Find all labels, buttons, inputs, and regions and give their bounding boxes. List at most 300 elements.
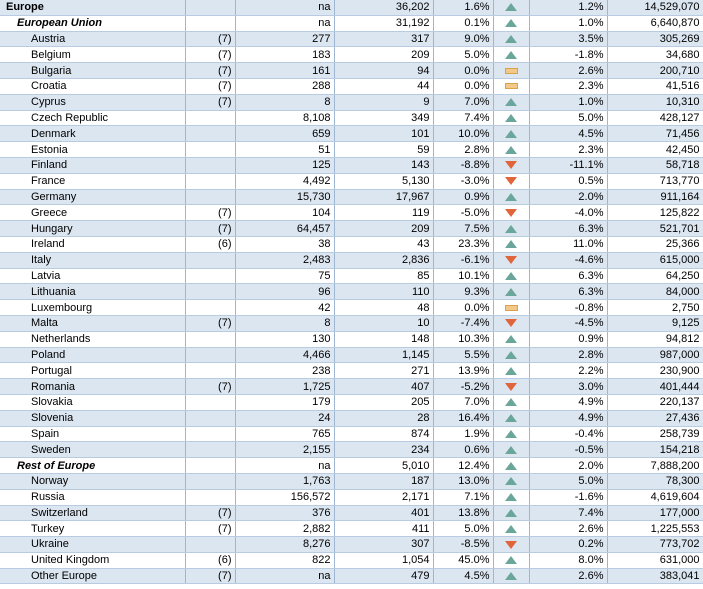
value-col-1-text: 64,457	[296, 222, 331, 235]
table-row	[0, 142, 703, 158]
table-row	[0, 568, 703, 584]
value-col-1	[235, 236, 334, 252]
value-col-1	[235, 458, 334, 474]
region-name-text: Latvia	[31, 269, 61, 282]
value-col-3	[607, 126, 703, 142]
pct-change-1-text: 7.4%	[464, 111, 490, 124]
value-col-2-text: 234	[411, 443, 430, 456]
pct-change-1	[433, 410, 493, 426]
value-col-2-text: 28	[417, 412, 430, 425]
value-col-2	[334, 173, 433, 189]
region-name	[0, 410, 185, 426]
trend-indicator	[493, 379, 529, 395]
value-col-2	[334, 331, 433, 347]
pct-change-1-text: 9.0%	[464, 32, 490, 45]
value-col-2	[334, 157, 433, 173]
value-col-2	[334, 410, 433, 426]
region-name-text: Greece	[31, 206, 68, 219]
value-col-2-text: 271	[411, 364, 430, 377]
value-col-1-text: 104	[312, 206, 331, 219]
value-col-2-text: 5,010	[401, 459, 430, 472]
pct-change-1	[433, 15, 493, 31]
value-col-2	[334, 268, 433, 284]
pct-change-2	[529, 0, 607, 15]
value-col-1-text: na	[318, 459, 331, 472]
value-col-2-text: 94	[417, 64, 430, 77]
value-col-2	[334, 63, 433, 79]
value-col-1	[235, 47, 334, 63]
table-row	[0, 189, 703, 205]
table-row	[0, 236, 703, 252]
region-name	[0, 331, 185, 347]
trend-indicator	[493, 347, 529, 363]
value-col-3-text: 177,000	[659, 506, 700, 519]
value-col-2-text: 43	[417, 238, 430, 251]
footnote-ref	[185, 489, 235, 505]
region-name	[0, 489, 185, 505]
triangle-up-icon	[505, 272, 517, 280]
value-col-1-text: 8	[324, 96, 331, 109]
value-col-1-text: 4,466	[302, 348, 331, 361]
pct-change-2-text: 1.0%	[578, 96, 604, 109]
footnote-ref	[185, 157, 235, 173]
value-col-1	[235, 31, 334, 47]
table-row	[0, 331, 703, 347]
value-col-2-text: 2,171	[401, 491, 430, 504]
value-col-1-text: 376	[312, 506, 331, 519]
footnote-ref	[185, 410, 235, 426]
value-col-1-text: 238	[312, 364, 331, 377]
trend-indicator	[493, 189, 529, 205]
value-col-2	[334, 426, 433, 442]
pct-change-1-text: 23.3%	[458, 238, 490, 251]
pct-change-1-text: 13.0%	[458, 475, 490, 488]
pct-change-1	[433, 394, 493, 410]
footnote-ref-text: (7)	[218, 80, 232, 93]
pct-change-2-text: -0.4%	[574, 427, 604, 440]
pct-change-1-text: 0.0%	[464, 64, 490, 77]
triangle-up-icon	[505, 35, 517, 43]
region-name-text: Czech Republic	[31, 111, 109, 124]
trend-indicator	[493, 505, 529, 521]
pct-change-2-text: 2.3%	[578, 143, 604, 156]
region-name-text: Slovakia	[31, 396, 73, 409]
pct-change-1-text: 0.9%	[464, 190, 490, 203]
value-col-3-text: 6,640,870	[650, 17, 700, 30]
pct-change-1-text: -8.5%	[460, 538, 490, 551]
trend-indicator	[493, 300, 529, 316]
region-name-text: Malta	[31, 317, 58, 330]
value-col-1	[235, 221, 334, 237]
footnote-ref	[185, 300, 235, 316]
value-col-3-text: 25,366	[665, 238, 700, 251]
pct-change-1	[433, 110, 493, 126]
value-col-1-text: 1,763	[302, 475, 331, 488]
value-col-1-text: na	[318, 570, 331, 583]
footnote-ref	[185, 442, 235, 458]
pct-change-2-text: 6.3%	[578, 269, 604, 282]
trend-indicator	[493, 331, 529, 347]
footnote-ref-text: (7)	[218, 380, 232, 393]
value-col-1-text: 130	[312, 333, 331, 346]
value-col-2	[334, 521, 433, 537]
value-col-1	[235, 315, 334, 331]
value-col-3	[607, 363, 703, 379]
region-name-text: Poland	[31, 348, 66, 361]
trend-indicator	[493, 284, 529, 300]
pct-change-2	[529, 426, 607, 442]
pct-change-1	[433, 489, 493, 505]
table-row	[0, 157, 703, 173]
value-col-1-text: 161	[312, 64, 331, 77]
pct-change-2	[529, 442, 607, 458]
value-col-3	[607, 505, 703, 521]
triangle-up-icon	[505, 430, 517, 438]
table-row	[0, 426, 703, 442]
region-name-text: Austria	[31, 32, 66, 45]
trend-indicator	[493, 363, 529, 379]
pct-change-2-text: 6.3%	[578, 285, 604, 298]
footnote-ref	[185, 78, 235, 94]
pct-change-1	[433, 315, 493, 331]
pct-change-2-text: 0.5%	[578, 175, 604, 188]
value-col-1	[235, 379, 334, 395]
table-row	[0, 63, 703, 79]
pct-change-1	[433, 300, 493, 316]
pct-change-2-text: -11.1%	[569, 159, 604, 172]
region-name-text: European Union	[17, 17, 102, 30]
pct-change-2-text: 4.9%	[578, 396, 604, 409]
triangle-up-icon	[505, 114, 517, 122]
region-name-text: Romania	[31, 380, 76, 393]
region-name	[0, 363, 185, 379]
value-col-3	[607, 268, 703, 284]
footnote-ref	[185, 236, 235, 252]
pct-change-2	[529, 221, 607, 237]
footnote-ref	[185, 331, 235, 347]
footnote-ref	[185, 568, 235, 584]
pct-change-1-text: 5.5%	[464, 348, 490, 361]
value-col-2	[334, 537, 433, 553]
value-col-3	[607, 47, 703, 63]
value-col-1-text: 8	[324, 317, 331, 330]
region-name	[0, 426, 185, 442]
value-col-3	[607, 537, 703, 553]
pct-change-1	[433, 442, 493, 458]
triangle-up-icon	[505, 225, 517, 233]
pct-change-2	[529, 189, 607, 205]
pct-change-2-text: -4.5%	[574, 317, 604, 330]
value-col-2	[334, 0, 433, 15]
value-col-1-text: na	[318, 17, 331, 30]
footnote-ref	[185, 315, 235, 331]
table-row	[0, 221, 703, 237]
table-row	[0, 410, 703, 426]
value-col-3	[607, 458, 703, 474]
table-row	[0, 347, 703, 363]
triangle-up-icon	[505, 462, 517, 470]
dash-icon	[505, 68, 518, 74]
value-col-1-text: 96	[318, 285, 331, 298]
value-col-2-text: 110	[411, 285, 430, 298]
footnote-ref	[185, 394, 235, 410]
value-col-3-text: 78,300	[665, 475, 700, 488]
value-col-3-text: 125,822	[659, 206, 700, 219]
pct-change-2	[529, 458, 607, 474]
pct-change-2	[529, 300, 607, 316]
footnote-ref-text: (7)	[218, 206, 232, 219]
pct-change-1-text: 0.0%	[464, 80, 490, 93]
pct-change-1	[433, 537, 493, 553]
region-name-text: Portugal	[31, 364, 72, 377]
region-name-text: Luxembourg	[31, 301, 93, 314]
region-name	[0, 568, 185, 584]
pct-change-1	[433, 505, 493, 521]
value-col-2-text: 2,836	[401, 254, 430, 267]
footnote-ref	[185, 126, 235, 142]
value-col-3-text: 773,702	[659, 538, 700, 551]
pct-change-1-text: -5.2%	[460, 380, 490, 393]
table-row	[0, 379, 703, 395]
value-col-1	[235, 268, 334, 284]
pct-change-1-text: -8.8%	[460, 159, 490, 172]
region-name-text: Cyprus	[31, 96, 66, 109]
value-col-3	[607, 568, 703, 584]
region-name	[0, 552, 185, 568]
value-col-2-text: 187	[411, 475, 430, 488]
pct-change-2	[529, 110, 607, 126]
value-col-3-text: 10,310	[665, 96, 700, 109]
triangle-down-icon	[505, 256, 517, 264]
footnote-ref	[185, 221, 235, 237]
pct-change-2-text: -4.6%	[574, 254, 604, 267]
pct-change-2-text: -0.8%	[574, 301, 604, 314]
table-row	[0, 552, 703, 568]
value-col-2	[334, 205, 433, 221]
value-col-1-text: 8,108	[302, 111, 331, 124]
value-col-3-text: 14,529,070	[644, 1, 700, 14]
pct-change-2	[529, 489, 607, 505]
region-name-text: Spain	[31, 427, 60, 440]
trend-indicator	[493, 521, 529, 537]
pct-change-1	[433, 458, 493, 474]
footnote-ref	[185, 426, 235, 442]
pct-change-1-text: 5.0%	[464, 522, 490, 535]
value-col-1-text: 822	[312, 554, 331, 567]
region-name-text: Rest of Europe	[17, 459, 96, 472]
triangle-up-icon	[505, 98, 517, 106]
value-col-2	[334, 252, 433, 268]
footnote-ref	[185, 15, 235, 31]
value-col-1-text: 2,483	[302, 254, 331, 267]
pct-change-2-text: 3.5%	[578, 32, 604, 45]
value-col-3-text: 7,888,200	[650, 459, 700, 472]
value-col-3	[607, 94, 703, 110]
pct-change-2	[529, 505, 607, 521]
region-name-text: Other Europe	[31, 570, 98, 583]
pct-change-1	[433, 126, 493, 142]
value-col-1	[235, 157, 334, 173]
value-col-1-text: 2,882	[302, 522, 331, 535]
footnote-ref	[185, 521, 235, 537]
region-name	[0, 94, 185, 110]
value-col-3-text: 9,125	[671, 317, 700, 330]
value-col-2-text: 48	[417, 301, 430, 314]
pct-change-2	[529, 15, 607, 31]
value-col-3	[607, 252, 703, 268]
value-col-3	[607, 157, 703, 173]
triangle-down-icon	[505, 177, 517, 185]
value-col-3	[607, 15, 703, 31]
pct-change-1-text: 13.9%	[458, 364, 490, 377]
value-col-1	[235, 78, 334, 94]
region-name-text: United Kingdom	[31, 554, 110, 567]
region-name	[0, 47, 185, 63]
region-name	[0, 252, 185, 268]
table-row	[0, 489, 703, 505]
value-col-3-text: 615,000	[659, 254, 700, 267]
value-col-1-text: 2,155	[302, 443, 331, 456]
footnote-ref	[185, 268, 235, 284]
value-col-1-text: 765	[312, 427, 331, 440]
value-col-3-text: 401,444	[659, 380, 700, 393]
region-name	[0, 521, 185, 537]
value-col-3-text: 154,218	[659, 443, 700, 456]
pct-change-1	[433, 268, 493, 284]
value-col-3-text: 911,164	[660, 190, 700, 203]
value-col-1	[235, 15, 334, 31]
footnote-ref-text: (7)	[218, 317, 232, 330]
region-name-text: Denmark	[31, 127, 76, 140]
value-col-2	[334, 110, 433, 126]
region-name	[0, 473, 185, 489]
footnote-ref-text: (7)	[218, 522, 232, 535]
region-name-text: Switzerland	[31, 506, 88, 519]
triangle-up-icon	[505, 193, 517, 201]
pct-change-1-text: -7.4%	[460, 317, 490, 330]
footnote-ref	[185, 94, 235, 110]
value-col-1	[235, 331, 334, 347]
value-col-1	[235, 442, 334, 458]
value-col-1-text: 179	[312, 396, 331, 409]
table-row	[0, 505, 703, 521]
region-name	[0, 458, 185, 474]
value-col-2-text: 317	[411, 32, 430, 45]
pct-change-1	[433, 157, 493, 173]
region-name	[0, 537, 185, 553]
value-col-2	[334, 568, 433, 584]
value-col-3	[607, 78, 703, 94]
footnote-ref	[185, 110, 235, 126]
value-col-3-text: 220,137	[659, 396, 700, 409]
value-col-1	[235, 489, 334, 505]
value-col-3-text: 4,619,604	[650, 491, 700, 504]
pct-change-1-text: 9.3%	[464, 285, 490, 298]
value-col-2-text: 9	[423, 96, 430, 109]
value-col-3	[607, 473, 703, 489]
pct-change-1	[433, 236, 493, 252]
footnote-ref	[185, 473, 235, 489]
trend-indicator	[493, 489, 529, 505]
value-col-2-text: 31,192	[395, 17, 430, 30]
footnote-ref-text: (7)	[218, 64, 232, 77]
value-col-3	[607, 189, 703, 205]
region-name-text: Bulgaria	[31, 64, 72, 77]
region-name-text: Russia	[31, 491, 65, 504]
value-col-2-text: 411	[411, 522, 430, 535]
region-name	[0, 221, 185, 237]
footnote-ref	[185, 47, 235, 63]
table-row	[0, 315, 703, 331]
value-col-2-text: 36,202	[395, 1, 430, 14]
value-col-2-text: 1,054	[401, 554, 430, 567]
value-col-2	[334, 552, 433, 568]
dash-icon	[505, 83, 518, 89]
region-name-text: Netherlands	[31, 333, 91, 346]
value-col-2-text: 205	[411, 396, 430, 409]
value-col-1-text: 659	[312, 127, 331, 140]
pct-change-1-text: 5.0%	[464, 48, 490, 61]
pct-change-2-text: 2.8%	[578, 348, 604, 361]
value-col-3	[607, 173, 703, 189]
pct-change-1	[433, 221, 493, 237]
region-name	[0, 284, 185, 300]
region-name	[0, 394, 185, 410]
value-col-2-text: 85	[417, 269, 430, 282]
trend-indicator	[493, 236, 529, 252]
pct-change-1-text: 10.1%	[458, 269, 490, 282]
trend-indicator	[493, 394, 529, 410]
value-col-1-text: na	[318, 1, 331, 14]
table-row	[0, 300, 703, 316]
region-name	[0, 505, 185, 521]
value-col-3	[607, 552, 703, 568]
triangle-up-icon	[505, 351, 517, 359]
value-col-3-text: 2,750	[671, 301, 700, 314]
value-col-3-text: 64,250	[665, 269, 700, 282]
footnote-ref	[185, 205, 235, 221]
table-row	[0, 31, 703, 47]
pct-change-1-text: 45.0%	[458, 554, 490, 567]
pct-change-1	[433, 363, 493, 379]
value-col-2	[334, 142, 433, 158]
pct-change-1-text: 7.0%	[464, 396, 490, 409]
pct-change-1	[433, 47, 493, 63]
trend-indicator	[493, 126, 529, 142]
pct-change-1-text: 16.4%	[458, 412, 490, 425]
pct-change-1	[433, 142, 493, 158]
pct-change-2-text: 5.0%	[578, 111, 604, 124]
pct-change-1-text: -6.1%	[460, 254, 490, 267]
pct-change-2-text: 2.6%	[578, 64, 604, 77]
value-col-3	[607, 394, 703, 410]
pct-change-1	[433, 552, 493, 568]
footnote-ref-text: (7)	[218, 32, 232, 45]
table-row	[0, 473, 703, 489]
value-col-3	[607, 347, 703, 363]
value-col-3-text: 34,680	[665, 48, 700, 61]
region-name	[0, 300, 185, 316]
value-col-2-text: 407	[411, 380, 430, 393]
pct-change-2	[529, 94, 607, 110]
value-col-2-text: 209	[411, 222, 430, 235]
value-col-1	[235, 284, 334, 300]
region-name-text: Croatia	[31, 80, 67, 93]
region-name	[0, 442, 185, 458]
pct-change-1-text: 1.6%	[464, 1, 490, 14]
value-col-2	[334, 458, 433, 474]
region-name-text: Norway	[31, 475, 69, 488]
